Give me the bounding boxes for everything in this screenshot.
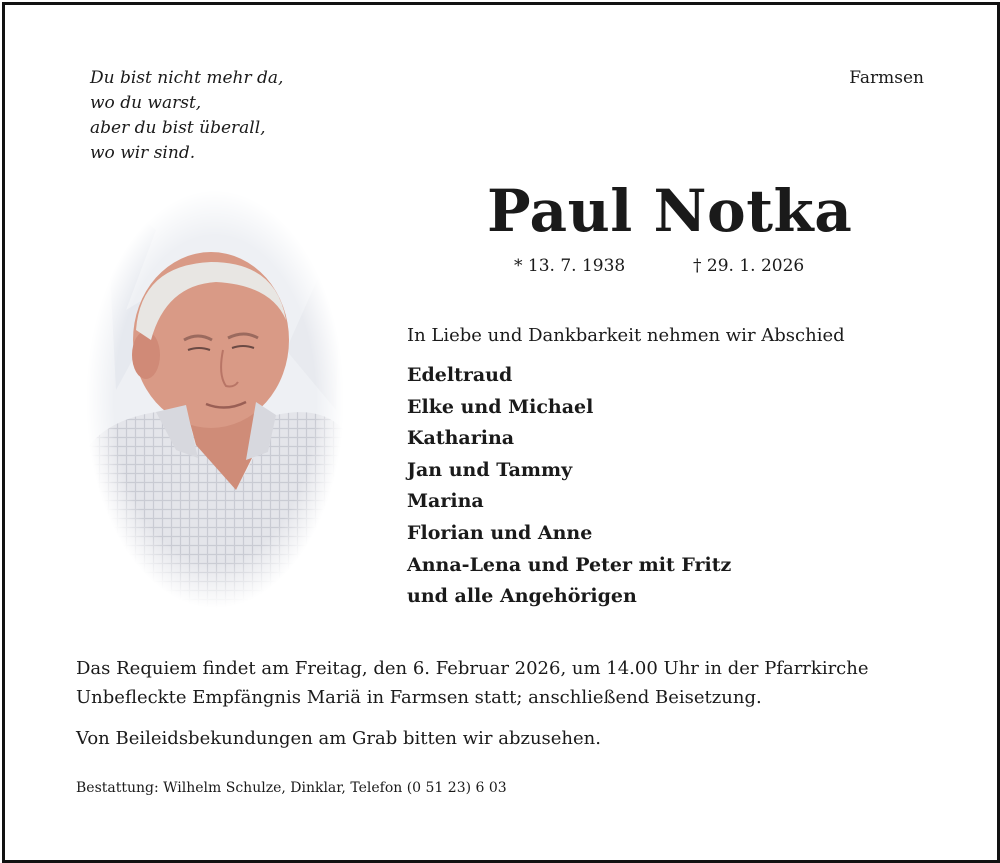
poem-line: aber du bist überall,	[90, 118, 266, 138]
poem-line: wo du warst,	[90, 93, 202, 113]
poem	[90, 66, 283, 166]
deceased-name: Paul Notka	[487, 177, 853, 245]
mourners-list	[407, 360, 731, 613]
birth-date: * 13. 7. 1938	[514, 256, 626, 276]
mourner-name: Edeltraud	[407, 364, 513, 386]
requiem-line: Unbefleckte Empfängnis Mariä in Farmsen statt; anschließend Beisetzung.	[76, 687, 762, 708]
poem-line: wo wir sind.	[90, 143, 196, 163]
condolence-note: Von Beileidsbekundungen am Grab bitten wir abzusehen.	[76, 728, 601, 749]
death-date: † 29. 1. 2026	[693, 256, 805, 276]
poem-line: Du bist nicht mehr da,	[90, 68, 284, 88]
undertaker-info: Bestattung: Wilhelm Schulze, Dinklar, Telefon (0 51 23) 6 03	[76, 780, 507, 796]
requiem-info	[76, 654, 936, 712]
mourner-name: Katharina	[407, 427, 515, 450]
mourner-name: Anna-Lena und Peter mit Fritz	[407, 553, 732, 576]
mourner-name: Jan und Tammy	[407, 458, 573, 481]
mourner-name: und alle Angehörigen	[407, 585, 637, 608]
place-name: Farmsen	[849, 68, 924, 88]
mourner-name: Florian und Anne	[407, 521, 593, 544]
mourner-name: Elke und Michael	[407, 395, 594, 418]
portrait-photo	[86, 190, 344, 608]
mourner-name: Marina	[407, 490, 484, 513]
farewell-intro: In Liebe und Dankbarkeit nehmen wir Abschied	[407, 325, 845, 346]
requiem-line: Das Requiem findet am Freitag, den 6. Februar 2026, um 14.00 Uhr in der Pfarrkirche	[76, 658, 869, 679]
